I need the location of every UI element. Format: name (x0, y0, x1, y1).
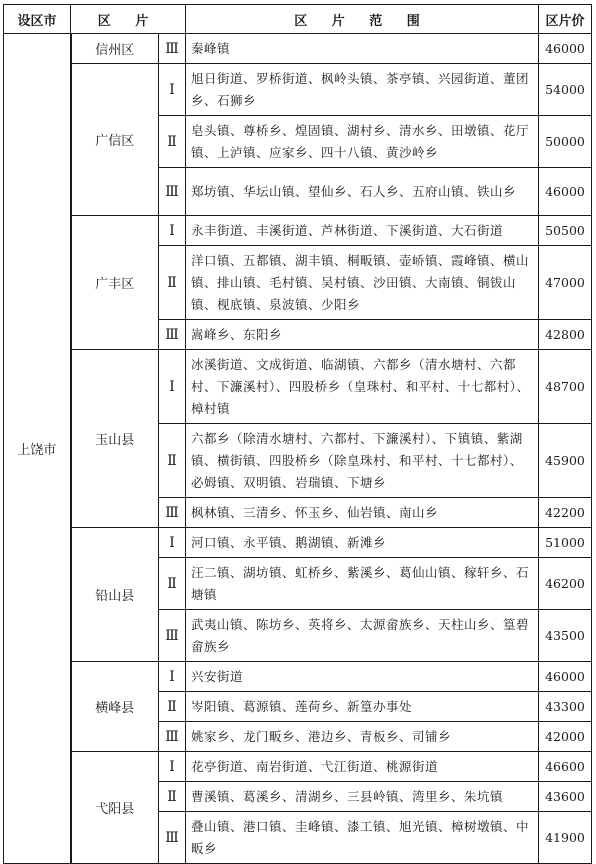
price-cell: 46000 (539, 168, 592, 216)
price-cell: 42000 (539, 722, 592, 752)
price-cell: 41900 (539, 812, 592, 864)
price-cell: 42800 (539, 320, 592, 350)
district-cell: 铅山县 (71, 528, 159, 662)
header-price: 区片价 (539, 5, 592, 34)
area-cell: 兴安街道 (186, 662, 539, 692)
grade-cell: Ⅱ (159, 782, 186, 812)
table-row (4, 752, 592, 782)
area-cell: 武夷山镇、陈坊乡、英将乡、太源畲族乡、天柱山乡、篁碧畲族乡 (186, 610, 539, 662)
area-cell: 曹溪镇、葛溪乡、清湖乡、三县岭镇、湾里乡、朱坑镇 (186, 782, 539, 812)
grade-cell: Ⅰ (159, 64, 186, 116)
district-cell: 信州区 (71, 34, 159, 64)
district-cell: 横峰县 (71, 662, 159, 752)
price-cell: 48700 (539, 350, 592, 424)
grade-cell: Ⅲ (159, 722, 186, 752)
district-cell: 广信区 (71, 64, 159, 216)
area-cell: 旭日街道、罗桥街道、枫岭头镇、茶亭镇、兴园街道、董团乡、石狮乡 (186, 64, 539, 116)
price-cell: 54000 (539, 64, 592, 116)
price-cell: 50000 (539, 116, 592, 168)
price-cell: 50500 (539, 216, 592, 246)
grade-cell: Ⅰ (159, 350, 186, 424)
header-row (4, 5, 592, 34)
table-row (4, 34, 592, 64)
grade-cell: Ⅱ (159, 246, 186, 320)
grade-cell: Ⅲ (159, 320, 186, 350)
table-body (4, 34, 592, 864)
grade-cell: Ⅱ (159, 692, 186, 722)
area-cell: 永丰街道、丰溪街道、芦林街道、下溪街道、大石街道 (186, 216, 539, 246)
grade-cell: Ⅲ (159, 168, 186, 216)
city-cell: 上饶市 (4, 34, 71, 864)
area-cell: 河口镇、永平镇、鹅湖镇、新滩乡 (186, 528, 539, 558)
table-row (4, 528, 592, 558)
area-cell: 嵩峰乡、东阳乡 (186, 320, 539, 350)
area-cell: 洋口镇、五都镇、湖丰镇、桐畈镇、壶峤镇、霞峰镇、横山镇、排山镇、毛村镇、吴村镇、沙田镇、大南镇、铜钹山镇、枧底镇、泉波镇、少阳乡 (186, 246, 539, 320)
area-cell: 秦峰镇 (186, 34, 539, 64)
area-cell: 姚家乡、龙门畈乡、港边乡、青板乡、司铺乡 (186, 722, 539, 752)
area-cell: 枫林镇、三清乡、怀玉乡、仙岩镇、南山乡 (186, 498, 539, 528)
table-row (4, 350, 592, 424)
area-cell: 郑坊镇、华坛山镇、望仙乡、石人乡、五府山镇、铁山乡 (186, 168, 539, 216)
grade-cell: Ⅱ (159, 558, 186, 610)
grade-cell: Ⅱ (159, 424, 186, 498)
grade-cell: Ⅰ (159, 752, 186, 782)
area-cell: 冰溪街道、文成街道、临湖镇、六都乡（清水塘村、六都村、下濂溪村）、四股桥乡（皇珠村、和平村、十七都村）、樟村镇 (186, 350, 539, 424)
grade-cell: Ⅲ (159, 610, 186, 662)
grade-cell: Ⅰ (159, 528, 186, 558)
price-cell: 47000 (539, 246, 592, 320)
price-cell: 43300 (539, 692, 592, 722)
grade-cell: Ⅱ (159, 116, 186, 168)
area-cell: 花亭街道、南岩街道、弋江街道、桃源街道 (186, 752, 539, 782)
area-cell: 岑阳镇、葛源镇、莲荷乡、新篁办事处 (186, 692, 539, 722)
district-cell: 弋阳县 (71, 752, 159, 864)
price-cell: 45900 (539, 424, 592, 498)
grade-cell: Ⅰ (159, 216, 186, 246)
header-district: 区 片 (71, 5, 186, 34)
price-cell: 46000 (539, 34, 592, 64)
land-price-table-container (3, 4, 591, 864)
price-cell: 46600 (539, 752, 592, 782)
grade-cell: Ⅲ (159, 34, 186, 64)
price-cell: 43600 (539, 782, 592, 812)
district-cell: 广丰区 (71, 216, 159, 350)
table-row (4, 64, 592, 116)
table-row (4, 662, 592, 692)
price-cell: 51000 (539, 528, 592, 558)
price-cell: 43500 (539, 610, 592, 662)
area-cell: 皂头镇、尊桥乡、煌固镇、湖村乡、清水乡、田墩镇、花厅镇、上泸镇、应家乡、四十八镇、黄沙岭乡 (186, 116, 539, 168)
district-cell: 玉山县 (71, 350, 159, 528)
table-row (4, 216, 592, 246)
price-cell: 46200 (539, 558, 592, 610)
area-cell: 叠山镇、港口镇、圭峰镇、漆工镇、旭光镇、樟树墩镇、中畈乡 (186, 812, 539, 864)
price-cell: 46000 (539, 662, 592, 692)
header-area: 区 片 范 围 (186, 5, 539, 34)
grade-cell: Ⅲ (159, 498, 186, 528)
land-price-table (3, 4, 592, 864)
area-cell: 六都乡（除清水塘村、六都村、下濂溪村）、下镇镇、紫湖镇、横街镇、四股桥乡（除皇珠村、和平村、十七都村）、必姆镇、双明镇、岩瑞镇、下塘乡 (186, 424, 539, 498)
grade-cell: Ⅲ (159, 812, 186, 864)
grade-cell: Ⅰ (159, 662, 186, 692)
header-city: 设区市 (4, 5, 71, 34)
area-cell: 汪二镇、湖坊镇、虹桥乡、紫溪乡、葛仙山镇、稼轩乡、石塘镇 (186, 558, 539, 610)
price-cell: 42200 (539, 498, 592, 528)
